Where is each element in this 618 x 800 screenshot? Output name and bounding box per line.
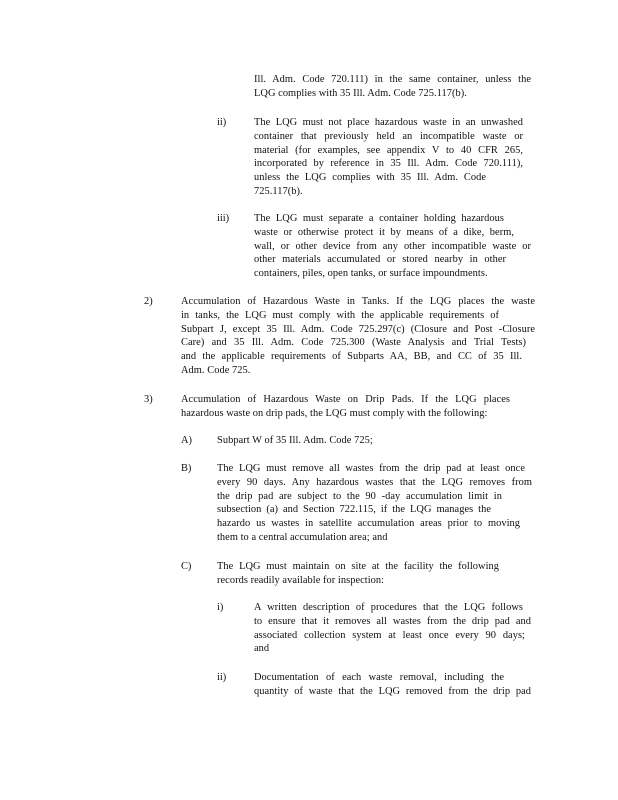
text-line: A written description of procedures that the LQG follows: [254, 602, 523, 613]
text-line: in tanks, the LQG must comply with the applicable requirements of: [181, 309, 499, 321]
paragraph-item-ii-documentation: [254, 671, 531, 699]
paragraph-item-B: [217, 462, 532, 545]
item-number: C): [181, 561, 192, 572]
paragraph-item-2: [181, 295, 535, 378]
text-line: wall, or other device from any other incompatible waste or: [254, 240, 531, 252]
item-number: 2): [144, 296, 153, 307]
text-line: waste or otherwise protect it by means of a dike, berm,: [254, 226, 514, 238]
text-line: The LQG must maintain on site at the facility the following: [217, 561, 499, 572]
text-line: Adm. Code 725.: [181, 364, 251, 376]
text-line: The LQG must separate a container holding hazardous: [254, 213, 504, 224]
text-line: every 90 days. Any hazardous wastes that the LQG removes from: [217, 476, 532, 488]
text-line: Subpart J, except 35 Ill. Adm. Code 725.297(c) (Closure and Post -Closure: [181, 323, 535, 335]
text-line: hazardous waste on drip pads, the LQG must comply with the following:: [181, 407, 488, 419]
text-line: Accumulation of Hazardous Waste on Drip Pads. If the LQG places: [181, 394, 510, 405]
item-number: ii): [217, 117, 227, 128]
paragraph-item-A: [217, 434, 417, 448]
item-number: A): [181, 435, 192, 446]
text-line: Subpart W of 35 Ill. Adm. Code 725;: [217, 435, 373, 446]
paragraph-item-C: [217, 560, 499, 588]
text-line: them to a central accumulation area; and: [217, 531, 388, 543]
text-line: unless the LQG complies with 35 Ill. Adm. Code: [254, 172, 486, 184]
text-line: The LQG must not place hazardous waste in an unwashed: [254, 117, 523, 128]
item-number: B): [181, 463, 192, 474]
item-number: 3): [144, 394, 153, 405]
item-number: iii): [217, 213, 230, 224]
text-line: and the applicable requirements of Subparts AA, BB, and CC of 35 Ill.: [181, 351, 522, 363]
text-line: Documentation of each waste removal, including the: [254, 672, 504, 683]
text-line: records readily available for inspection:: [217, 574, 385, 586]
text-line: other materials accumulated or stored nearby in other: [254, 254, 506, 266]
text-line: and: [254, 643, 270, 655]
text-line: containers, piles, open tanks, or surface impoundments.: [254, 268, 488, 280]
item-number: i): [217, 602, 224, 613]
paragraph-continuation: [254, 73, 531, 101]
text-line: Care) and 35 Ill. Adm. Code 725.300 (Waste Analysis and Trial Tests): [181, 337, 526, 349]
paragraph-item-3: [181, 393, 519, 421]
text-line: incorporated by reference in 35 Ill. Adm. Code 720.111),: [254, 158, 523, 170]
text-line: subsection (a) and Section 722.115, if the LQG manages the: [217, 504, 491, 516]
item-number: ii): [217, 672, 227, 683]
text-line: Ill. Adm. Code 720.111) in the same container, unless the: [254, 74, 531, 85]
text-line: container that previously held an incompatible waste or: [254, 130, 523, 142]
text-line: associated collection system at least once every 90 days;: [254, 629, 525, 641]
text-line: 725.117(b).: [254, 185, 303, 197]
text-line: The LQG must remove all wastes from the drip pad at least once: [217, 463, 525, 474]
paragraph-item-ii: [254, 116, 523, 199]
text-line: material (for examples, see appendix V to 40 CFR 265,: [254, 144, 523, 156]
text-line: LQG complies with 35 Ill. Adm. Code 725.117(b).: [254, 87, 467, 99]
text-line: hazardo us wastes in satellite accumulation areas prior to moving: [217, 518, 520, 530]
text-line: to ensure that it removes all wastes from the drip pad and: [254, 615, 531, 627]
paragraph-item-iii: [254, 212, 531, 281]
text-line: Accumulation of Hazardous Waste in Tanks. If the LQG places the waste: [181, 296, 535, 307]
text-line: the drip pad are subject to the 90 -day accumulation limit in: [217, 490, 502, 502]
text-line: quantity of waste that the LQG removed from the drip pad: [254, 685, 531, 697]
paragraph-item-i: [254, 601, 531, 656]
